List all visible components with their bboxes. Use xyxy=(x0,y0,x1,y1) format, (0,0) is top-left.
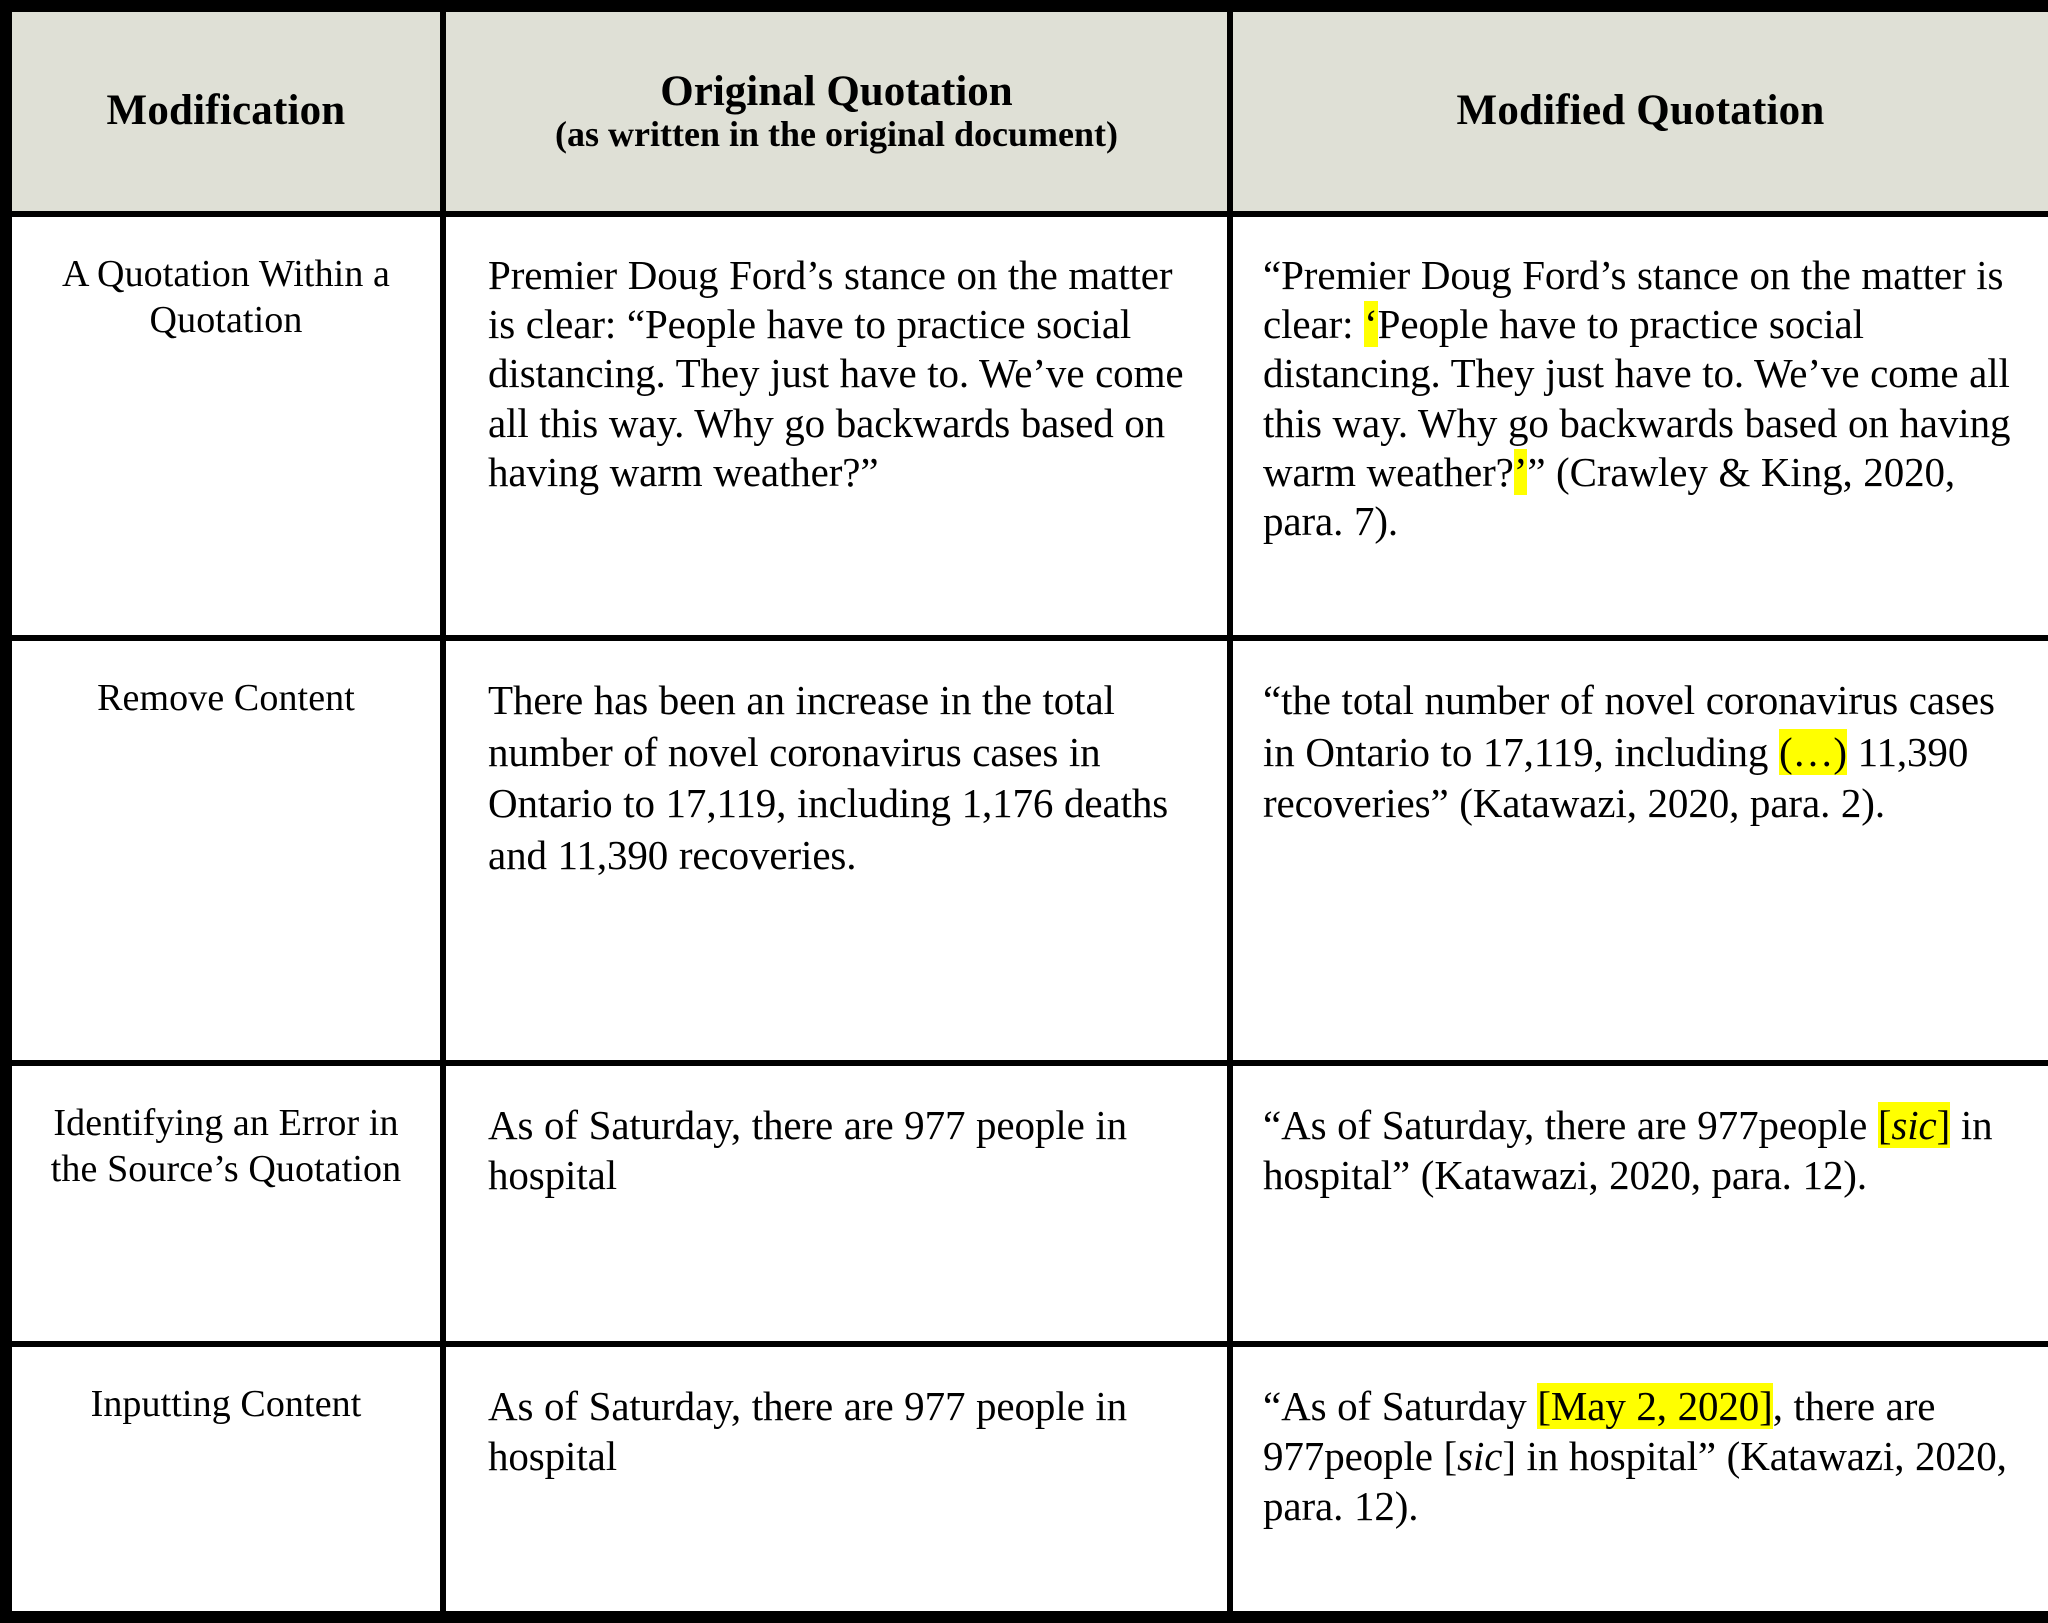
highlighted-modification: (…) xyxy=(1778,728,1847,775)
cell-modification-type xyxy=(6,214,443,638)
sic-italic: sic xyxy=(1457,1433,1503,1480)
modified-quotation-text: “the total number of novel coronavirus cases in Ontario to 17,119, including (…) 11,390 recoveries” (Katawazi, 2020, para. 2). xyxy=(1263,677,1995,827)
highlighted-modification: ‘ xyxy=(1364,301,1378,348)
modified-quotation-text: “Premier Doug Ford’s stance on the matter is clear: ‘People have to practice social distancing. They just have to. We’ve come all this way. Why go backwards based on having warm weather?’” (Crawley & King, 2020, para. 7). xyxy=(1263,252,2011,544)
highlighted-modification xyxy=(1891,1102,1936,1148)
sic-italic: sic xyxy=(1891,1102,1937,1148)
cell-modification-type xyxy=(6,638,443,1063)
cell-modification-type xyxy=(6,1344,443,1617)
cell-modified-quotation xyxy=(1230,214,2048,638)
column-header-original-sub: (as written in the original document) xyxy=(555,113,1118,154)
cell-original-quotation xyxy=(443,214,1230,638)
column-header-original-main: Original Quotation xyxy=(660,68,1013,116)
column-header-original-quotation xyxy=(443,6,1230,214)
cell-original-quotation xyxy=(443,1063,1230,1344)
cell-modified-quotation xyxy=(1230,1344,2048,1617)
modification-label: Identifying an Error in the Source’s Quotation xyxy=(50,1102,402,1191)
modification-label: A Quotation Within a Quotation xyxy=(61,253,391,342)
original-quotation-text: Premier Doug Ford’s stance on the matter is clear: “People have to practice social distancing. They just have to. We’ve come all this way. Why go backwards based on having warm weather?” xyxy=(488,252,1184,495)
column-header-modified-quotation: Modified Quotation xyxy=(1230,6,2048,214)
modified-quotation-text: “As of Saturday, there are 977people [sic] in hospital” (Katawazi, 2020, para. 12). xyxy=(1263,1102,1993,1199)
cell-original-quotation xyxy=(443,638,1230,1063)
table-row xyxy=(6,638,2048,1063)
highlighted-modification: ] xyxy=(1936,1102,1951,1148)
cell-modified-quotation xyxy=(1230,638,2048,1063)
cell-modification-type xyxy=(6,1063,443,1344)
highlighted-modification: [ xyxy=(1877,1102,1892,1148)
highlighted-modification: [May 2, 2020] xyxy=(1537,1383,1773,1429)
highlighted-modification: ’ xyxy=(1513,448,1528,495)
modified-quotation-text: “As of Saturday [May 2, 2020], there are 977people [sic] in hospital” (Katawazi, 2020, para. 12). xyxy=(1263,1383,2007,1530)
original-quotation-text: As of Saturday, there are 977 people in hospital xyxy=(488,1102,1128,1199)
table-row xyxy=(6,1063,2048,1344)
table-row xyxy=(6,214,2048,638)
table-body xyxy=(6,214,2048,1617)
column-header-modification: Modification xyxy=(6,6,443,214)
table-row xyxy=(6,1344,2048,1617)
original-quotation-text: As of Saturday, there are 977 people in hospital xyxy=(488,1383,1128,1480)
modification-label: Remove Content xyxy=(97,677,355,719)
cell-modified-quotation xyxy=(1230,1063,2048,1344)
table-header xyxy=(6,6,2048,214)
header-row xyxy=(6,6,2048,214)
original-quotation-text: There has been an increase in the total number of novel coronavirus cases in Ontario to 17,119, including 1,176 deaths and 11,390 recoveries. xyxy=(488,677,1169,878)
modification-label: Inputting Content xyxy=(90,1383,362,1425)
cell-original-quotation xyxy=(443,1344,1230,1617)
